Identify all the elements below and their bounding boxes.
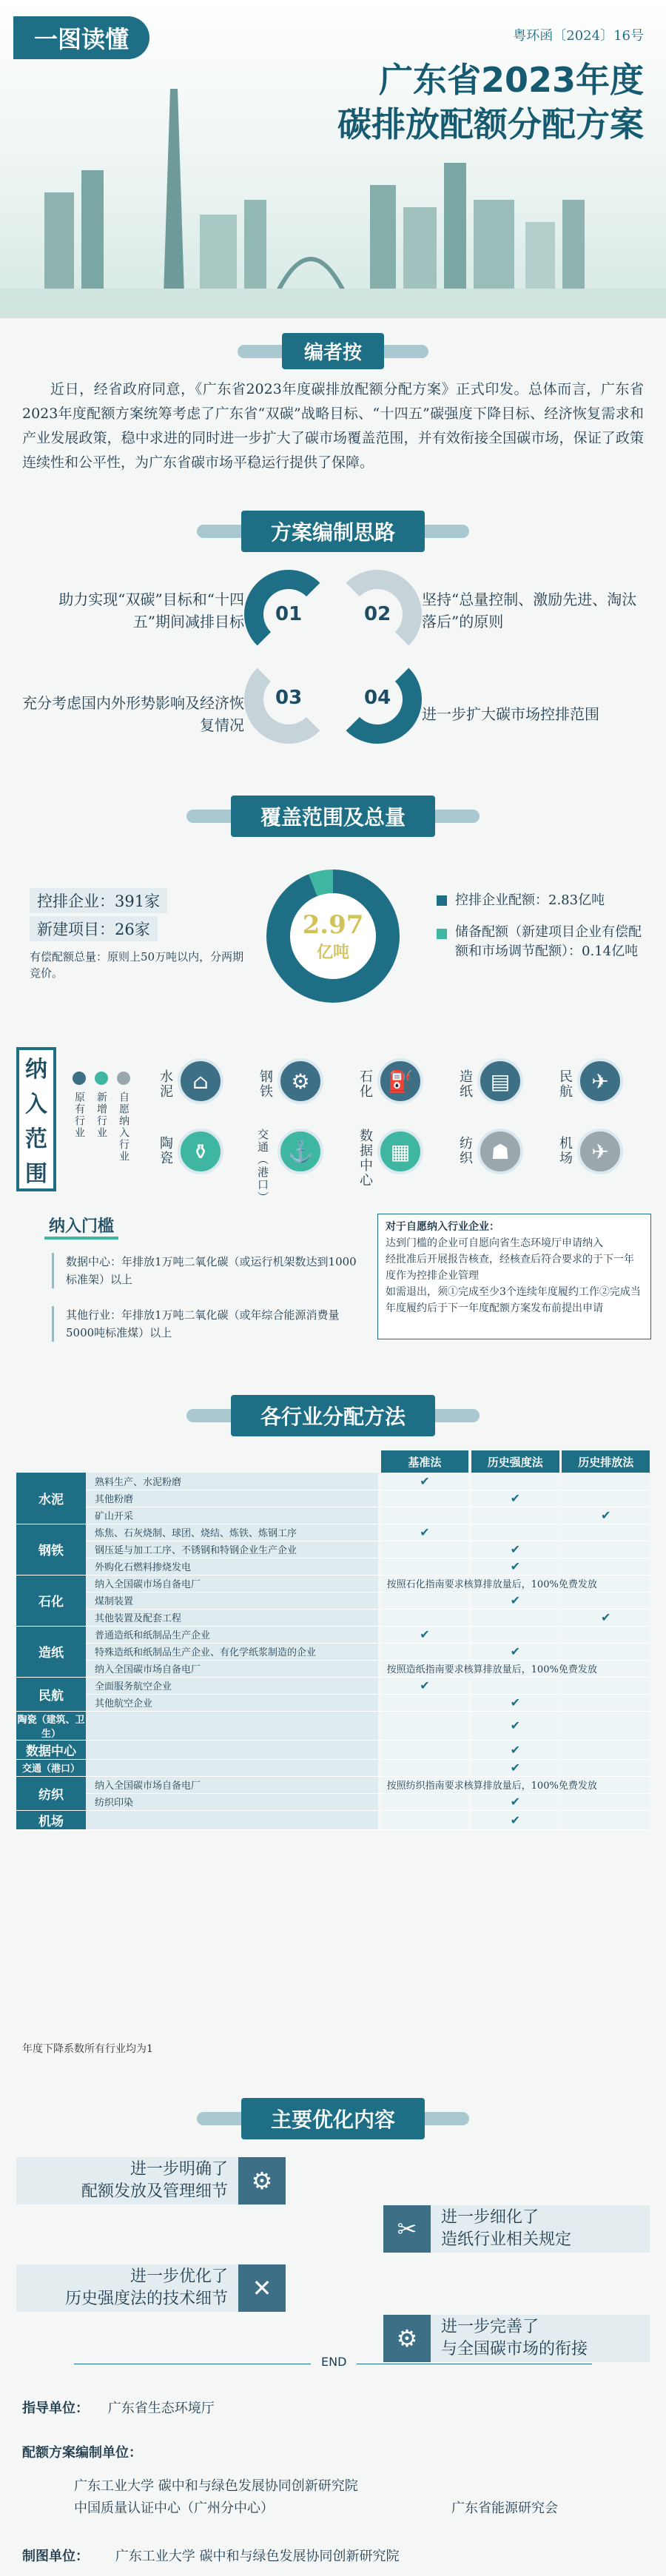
industry-label-paper: 造纸 xyxy=(457,1069,473,1099)
legend-dot-new xyxy=(95,1072,108,1085)
table-method-cell: ✔ xyxy=(471,1810,559,1829)
paid-label: 有偿配额总量： xyxy=(30,950,108,964)
table-method-cell xyxy=(562,1473,650,1490)
paid-quota xyxy=(30,949,252,981)
table-method-cell: ✔ xyxy=(471,1694,559,1711)
table-row xyxy=(16,1473,650,1490)
legend-reserve: 储备配额（新建项目企业有偿配额和市场调节配额）：0.14亿吨 xyxy=(455,924,642,959)
table-subcategory: 外购化石燃料掺烧发电 xyxy=(86,1558,378,1575)
table-method-note: 按照造纸指南要求核算排放量后，100%免费发放 xyxy=(381,1660,650,1677)
table-row xyxy=(16,1490,650,1507)
table-subcategory: 其他装置及配套工程 xyxy=(86,1609,378,1626)
legend-swatch-controlled xyxy=(437,895,447,906)
paper-icon: ▤ xyxy=(477,1058,523,1104)
table-method-cell: ✔ xyxy=(381,1626,468,1643)
allocation-methods-table xyxy=(16,1450,650,1830)
table-method-cell xyxy=(471,1524,559,1541)
table-row xyxy=(16,1592,650,1609)
table-subcategory: 纳入全国碳市场自备电厂 xyxy=(86,1776,378,1793)
table-row xyxy=(16,1541,650,1558)
table-method-cell xyxy=(471,1507,559,1524)
wrench-icon: ✕ xyxy=(238,2264,286,2312)
table-header-row xyxy=(16,1450,650,1473)
coverage-heading: 覆盖范围及总量 xyxy=(231,796,435,837)
methods-heading: 各行业分配方法 xyxy=(231,1395,435,1436)
legend-voluntary: 自愿纳入行业 xyxy=(118,1092,130,1163)
table-subcategory: 纺织印染 xyxy=(86,1793,378,1810)
table-method-cell: ✔ xyxy=(471,1740,559,1759)
approach-point-03: 充分考虑国内外形势影响及经济恢复情况 xyxy=(22,694,244,734)
legend-dot-original xyxy=(73,1072,86,1085)
voluntary-item-1: 达到门槛的企业可自愿向省生态环境厅申请纳入 xyxy=(386,1237,603,1249)
gear-icon: ⚙ xyxy=(238,2157,286,2205)
table-method-cell xyxy=(562,1592,650,1609)
table-method-cell xyxy=(381,1711,468,1740)
controlled-enterprises xyxy=(30,888,167,913)
approach-heading: 方案编制思路 xyxy=(241,511,425,552)
industry-label-datacenter: 数据中心 xyxy=(357,1129,373,1188)
hero-banner xyxy=(0,0,666,318)
table-method-cell xyxy=(562,1810,650,1829)
table-subcategory: 纳入全国碳市场自备电厂 xyxy=(86,1660,378,1677)
table-subcategory: 其他粉磨 xyxy=(86,1490,378,1507)
table-method-cell: ✔ xyxy=(381,1677,468,1694)
table-category: 石化 xyxy=(16,1575,86,1626)
voluntary-item-2: 经批准后开展报告核查，经核查后符合要求的于下一年度作为控排企业管理 xyxy=(386,1254,634,1282)
optimization-item-1: 进一步明确了 配额发放及管理细节 xyxy=(16,2157,238,2205)
table-method-cell xyxy=(381,1592,468,1609)
legend-controlled: 控排企业配额：2.83亿吨 xyxy=(455,892,605,908)
table-subcategory: 煤制装置 xyxy=(86,1592,378,1609)
table-row xyxy=(16,1740,650,1759)
legend-original: 原有行业 xyxy=(73,1092,85,1139)
table-method-cell: ✔ xyxy=(562,1609,650,1626)
table-subcategory xyxy=(86,1711,378,1740)
table-method-cell: ✔ xyxy=(471,1793,559,1810)
server-icon: ▦ xyxy=(377,1129,423,1174)
table-method-cell xyxy=(562,1759,650,1776)
table-method-cell xyxy=(381,1609,468,1626)
total-quota-donut xyxy=(266,870,400,1003)
table-method-cell xyxy=(381,1793,468,1810)
table-method-cell: ✔ xyxy=(381,1473,468,1490)
table-category: 交通（港口） xyxy=(16,1759,86,1776)
table-method-cell xyxy=(381,1643,468,1660)
table-category: 纺织 xyxy=(16,1776,86,1810)
optimization-item-3: 进一步优化了 历史强度法的技术细节 xyxy=(16,2264,238,2312)
table-subcategory xyxy=(86,1810,378,1829)
prep-label: 配额方案编制单位： xyxy=(22,2445,142,2461)
optimization-item-4: 进一步完善了 与全国碳市场的衔接 xyxy=(431,2315,650,2362)
airport-icon: ✈ xyxy=(577,1129,623,1174)
table-category: 水泥 xyxy=(16,1473,86,1524)
table-method-cell xyxy=(381,1810,468,1829)
maker-unit: 制图单位： 广东工业大学 碳中和与绿色发展协同创新研究院 xyxy=(22,2549,400,2564)
optimization-heading: 主要优化内容 xyxy=(241,2098,425,2139)
table-method-cell xyxy=(381,1759,468,1776)
table-row xyxy=(16,1759,650,1776)
table-category: 机场 xyxy=(16,1810,86,1829)
controlled-label: 控排企业： xyxy=(37,892,115,910)
point-number-03: 03 xyxy=(275,687,303,709)
optimization-item-2: 进一步细化了 造纸行业相关规定 xyxy=(431,2205,650,2253)
table-method-cell xyxy=(381,1507,468,1524)
table-method-cell: ✔ xyxy=(381,1524,468,1541)
controlled-value: 391家 xyxy=(115,892,161,910)
column-hist-intensity: 历史强度法 xyxy=(471,1450,559,1473)
table-method-cell xyxy=(471,1609,559,1626)
industry-label-steel: 钢铁 xyxy=(258,1069,273,1099)
industry-label-airport: 机场 xyxy=(557,1136,573,1166)
guide-unit: 指导单位： 广东省生态环境厅 xyxy=(22,2401,215,2416)
table-category: 钢铁 xyxy=(16,1524,86,1575)
threshold-heading: 纳入门槛 xyxy=(44,1214,118,1240)
table-method-cell: ✔ xyxy=(471,1759,559,1776)
threshold-other: 其他行业：年排放1万吨二氧化碳（或年综合能源消费量5000吨标准煤）以上 xyxy=(52,1306,363,1342)
table-method-cell xyxy=(381,1694,468,1711)
prep-unit-2: 中国质量认证中心（广州分中心） xyxy=(74,2501,274,2516)
new-label: 新建项目： xyxy=(37,921,115,938)
table-method-cell xyxy=(381,1740,468,1759)
table-method-cell xyxy=(471,1473,559,1490)
table-row xyxy=(16,1711,650,1740)
table-method-cell xyxy=(471,1626,559,1643)
table-row xyxy=(16,1643,650,1660)
table-row xyxy=(16,1793,650,1810)
table-row xyxy=(16,1660,650,1677)
table-subcategory: 矿山开采 xyxy=(86,1507,378,1524)
table-method-cell xyxy=(562,1694,650,1711)
table-method-cell xyxy=(562,1558,650,1575)
new-projects xyxy=(30,916,158,941)
table-category: 数据中心 xyxy=(16,1740,86,1759)
table-method-note: 按照石化指南要求核算排放量后，100%免费发放 xyxy=(381,1575,650,1592)
approach-point-01: 助力实现“双碳”目标和“十四五”期间减排目标 xyxy=(58,591,244,630)
table-method-cell xyxy=(562,1677,650,1694)
table-method-cell: ✔ xyxy=(471,1711,559,1740)
table-method-cell xyxy=(381,1558,468,1575)
header-badge: 一图读懂 xyxy=(13,16,149,59)
vase-icon: ⚱ xyxy=(178,1129,223,1174)
tools-icon: ✂ xyxy=(383,2205,431,2253)
table-method-cell xyxy=(381,1490,468,1507)
legend-swatch-reserve xyxy=(437,929,447,939)
table-row xyxy=(16,1507,650,1524)
table-subcategory: 其他航空企业 xyxy=(86,1694,378,1711)
fuel-icon: ⛽ xyxy=(377,1058,423,1104)
industry-label-port: 交通（港口） xyxy=(256,1129,269,1204)
table-method-cell xyxy=(381,1541,468,1558)
voluntary-title: 对于自愿纳入行业企业： xyxy=(386,1221,500,1233)
paid-value: 原则上50万吨以内，分两期竞价。 xyxy=(30,950,244,980)
industry-label-aviation: 民航 xyxy=(557,1069,573,1099)
table-method-cell xyxy=(562,1740,650,1759)
table-method-cell: ✔ xyxy=(471,1541,559,1558)
gear-icon: ⚙ xyxy=(383,2315,431,2362)
table-row xyxy=(16,1609,650,1626)
page-title-line1: 广东省2023年度 xyxy=(378,60,644,100)
table-subcategory: 普通造纸和纸制品生产企业 xyxy=(86,1626,378,1643)
table-row xyxy=(16,1524,650,1541)
table-method-cell: ✔ xyxy=(471,1490,559,1507)
legend-dot-voluntary xyxy=(117,1072,130,1085)
port-icon: ⚓ xyxy=(278,1129,323,1174)
plane-icon: ✈ xyxy=(577,1058,623,1104)
table-category: 造纸 xyxy=(16,1626,86,1677)
voluntary-item-3: 如需退出，须①完成至少3个连续年度履约工作②完成当年度履约后于下一年度配额方案发布前提出申请 xyxy=(386,1286,641,1314)
table-subcategory xyxy=(86,1759,378,1776)
point-number-02: 02 xyxy=(364,603,391,625)
table-method-cell xyxy=(471,1677,559,1694)
column-benchmark: 基准法 xyxy=(381,1450,468,1473)
point-number-04: 04 xyxy=(364,687,391,709)
table-method-cell: ✔ xyxy=(471,1592,559,1609)
table-row xyxy=(16,1694,650,1711)
table-subcategory: 全面服务航空企业 xyxy=(86,1677,378,1694)
column-hist-emission: 历史排放法 xyxy=(562,1450,650,1473)
page-title-line2: 碳排放配额分配方案 xyxy=(337,104,644,144)
table-method-cell xyxy=(562,1490,650,1507)
table-method-cell xyxy=(562,1541,650,1558)
table-subcategory: 钢压延与加工工序、不锈钢和特钢企业生产企业 xyxy=(86,1541,378,1558)
shirt-icon: ☗ xyxy=(477,1129,523,1174)
total-unit: 亿吨 xyxy=(316,942,349,962)
new-value: 26家 xyxy=(115,921,150,938)
table-method-cell xyxy=(562,1793,650,1810)
table-subcategory xyxy=(86,1740,378,1759)
document-number: 粤环函〔2024〕16号 xyxy=(513,28,644,44)
industry-label-ceramics: 陶瓷 xyxy=(158,1136,173,1166)
table-row xyxy=(16,1626,650,1643)
table-method-cell: ✔ xyxy=(562,1507,650,1524)
editor-body: 近日，经省政府同意，《广东省2023年度碳排放配额分配方案》正式印发。总体而言，广东省2023年度配额方案统筹考虑了广东省“双碳”战略目标、“十四五”碳强度下降目标、经济恢复需求和产业发展政策，稳中求进的同时进一步扩大了碳市场覆盖范围，并有效衔接全国碳市场，保证了政策连续性和公平性，为广东省碳市场平稳运行提供了保障。 xyxy=(22,381,644,471)
industry-label-cement: 水泥 xyxy=(158,1069,173,1099)
legend-new: 新增行业 xyxy=(95,1092,107,1139)
table-row xyxy=(16,1776,650,1793)
table-category: 民航 xyxy=(16,1677,86,1711)
table-category: 陶瓷（建筑、卫生） xyxy=(16,1711,86,1740)
table-method-cell xyxy=(562,1524,650,1541)
scope-heading: 纳 入 范 围 xyxy=(16,1047,56,1191)
threshold-datacenter: 数据中心：年排放1万吨二氧化碳（或运行机架数达到1000标准架）以上 xyxy=(52,1253,363,1288)
table-method-cell xyxy=(562,1711,650,1740)
approach-point-02: 坚持“总量控制、激励先进、淘汰落后”的原则 xyxy=(422,591,637,630)
prep-unit-3: 广东省能源研究会 xyxy=(451,2501,558,2516)
voluntary-box xyxy=(377,1214,651,1339)
table-method-note: 按照纺织指南要求核算排放量后，100%免费发放 xyxy=(381,1776,650,1793)
point-number-01: 01 xyxy=(275,603,303,625)
table-method-cell: ✔ xyxy=(471,1643,559,1660)
table-row xyxy=(16,1810,650,1829)
table-row xyxy=(16,1575,650,1592)
table-subcategory: 炼焦、石灰烧制、球团、烧结、炼铁、炼钢工序 xyxy=(86,1524,378,1541)
factory-icon: ⌂ xyxy=(178,1058,223,1104)
table-row xyxy=(16,1677,650,1694)
end-mark: END xyxy=(311,2355,357,2369)
industry-label-textile: 纺织 xyxy=(457,1136,473,1166)
table-subcategory: 熟料生产、水泥粉磨 xyxy=(86,1473,378,1490)
total-value: 2.97 xyxy=(302,909,364,940)
industry-label-petrochem: 石化 xyxy=(357,1069,373,1099)
table-row xyxy=(16,1558,650,1575)
table-subcategory: 纳入全国碳市场自备电厂 xyxy=(86,1575,378,1592)
table-method-cell xyxy=(562,1643,650,1660)
table-method-cell: ✔ xyxy=(471,1558,559,1575)
approach-point-04: 进一步扩大碳市场控排范围 xyxy=(422,705,599,723)
editor-heading: 编者按 xyxy=(282,333,384,369)
steel-icon: ⚙ xyxy=(278,1058,323,1104)
table-note: 年度下降系数所有行业均为1 xyxy=(22,2043,153,2055)
table-subcategory: 特殊造纸和纸制品生产企业、有化学纸浆制造的企业 xyxy=(86,1643,378,1660)
prep-unit-1: 广东工业大学 碳中和与绿色发展协同创新研究院 xyxy=(74,2478,358,2494)
table-method-cell xyxy=(562,1626,650,1643)
